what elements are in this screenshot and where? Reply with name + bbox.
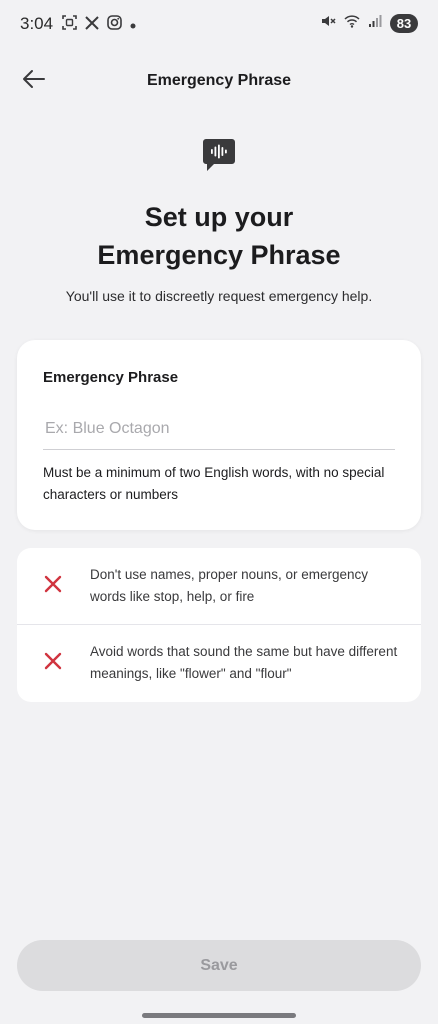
status-notification-icons	[62, 15, 136, 35]
voice-message-icon	[202, 138, 236, 174]
wifi-icon	[344, 14, 360, 33]
signal-icon	[368, 14, 382, 33]
rule-item	[17, 625, 421, 702]
rule-text: Avoid words that sound the same but have different meanings, like "flower" and "flour"	[90, 644, 398, 681]
rule-text: Don't use names, proper nouns, or emergency words like stop, help, or fire	[90, 567, 368, 604]
mute-icon	[320, 13, 336, 34]
rule-item	[17, 548, 421, 625]
x-logo-icon	[85, 16, 99, 35]
instagram-icon	[107, 15, 122, 35]
status-system-icons	[320, 13, 418, 34]
screenshot-icon	[62, 15, 77, 35]
x-mark-icon	[43, 574, 63, 594]
save-button[interactable]: Save	[17, 940, 421, 991]
page-title-line-2: Emergency Phrase	[97, 240, 341, 270]
emergency-phrase-input[interactable]	[43, 408, 395, 450]
battery-badge: 83	[390, 14, 418, 33]
phrase-card	[17, 340, 421, 530]
home-indicator[interactable]	[142, 1013, 296, 1018]
header-title: Emergency Phrase	[146, 72, 292, 89]
phrase-field-label: Emergency Phrase	[43, 369, 179, 386]
x-mark-icon	[43, 651, 63, 671]
rules-card	[17, 548, 421, 702]
status-bar	[0, 0, 438, 48]
header	[0, 56, 438, 106]
page-title-line-1: Set up your	[144, 202, 294, 232]
status-time: 3:04	[20, 14, 54, 33]
page-subtitle: You'll use it to discreetly request emergency help.	[65, 288, 373, 304]
dot-icon	[130, 16, 136, 34]
phrase-hint: Must be a minimum of two English words, with no special characters or numbers	[43, 465, 385, 502]
page-title	[0, 198, 438, 274]
